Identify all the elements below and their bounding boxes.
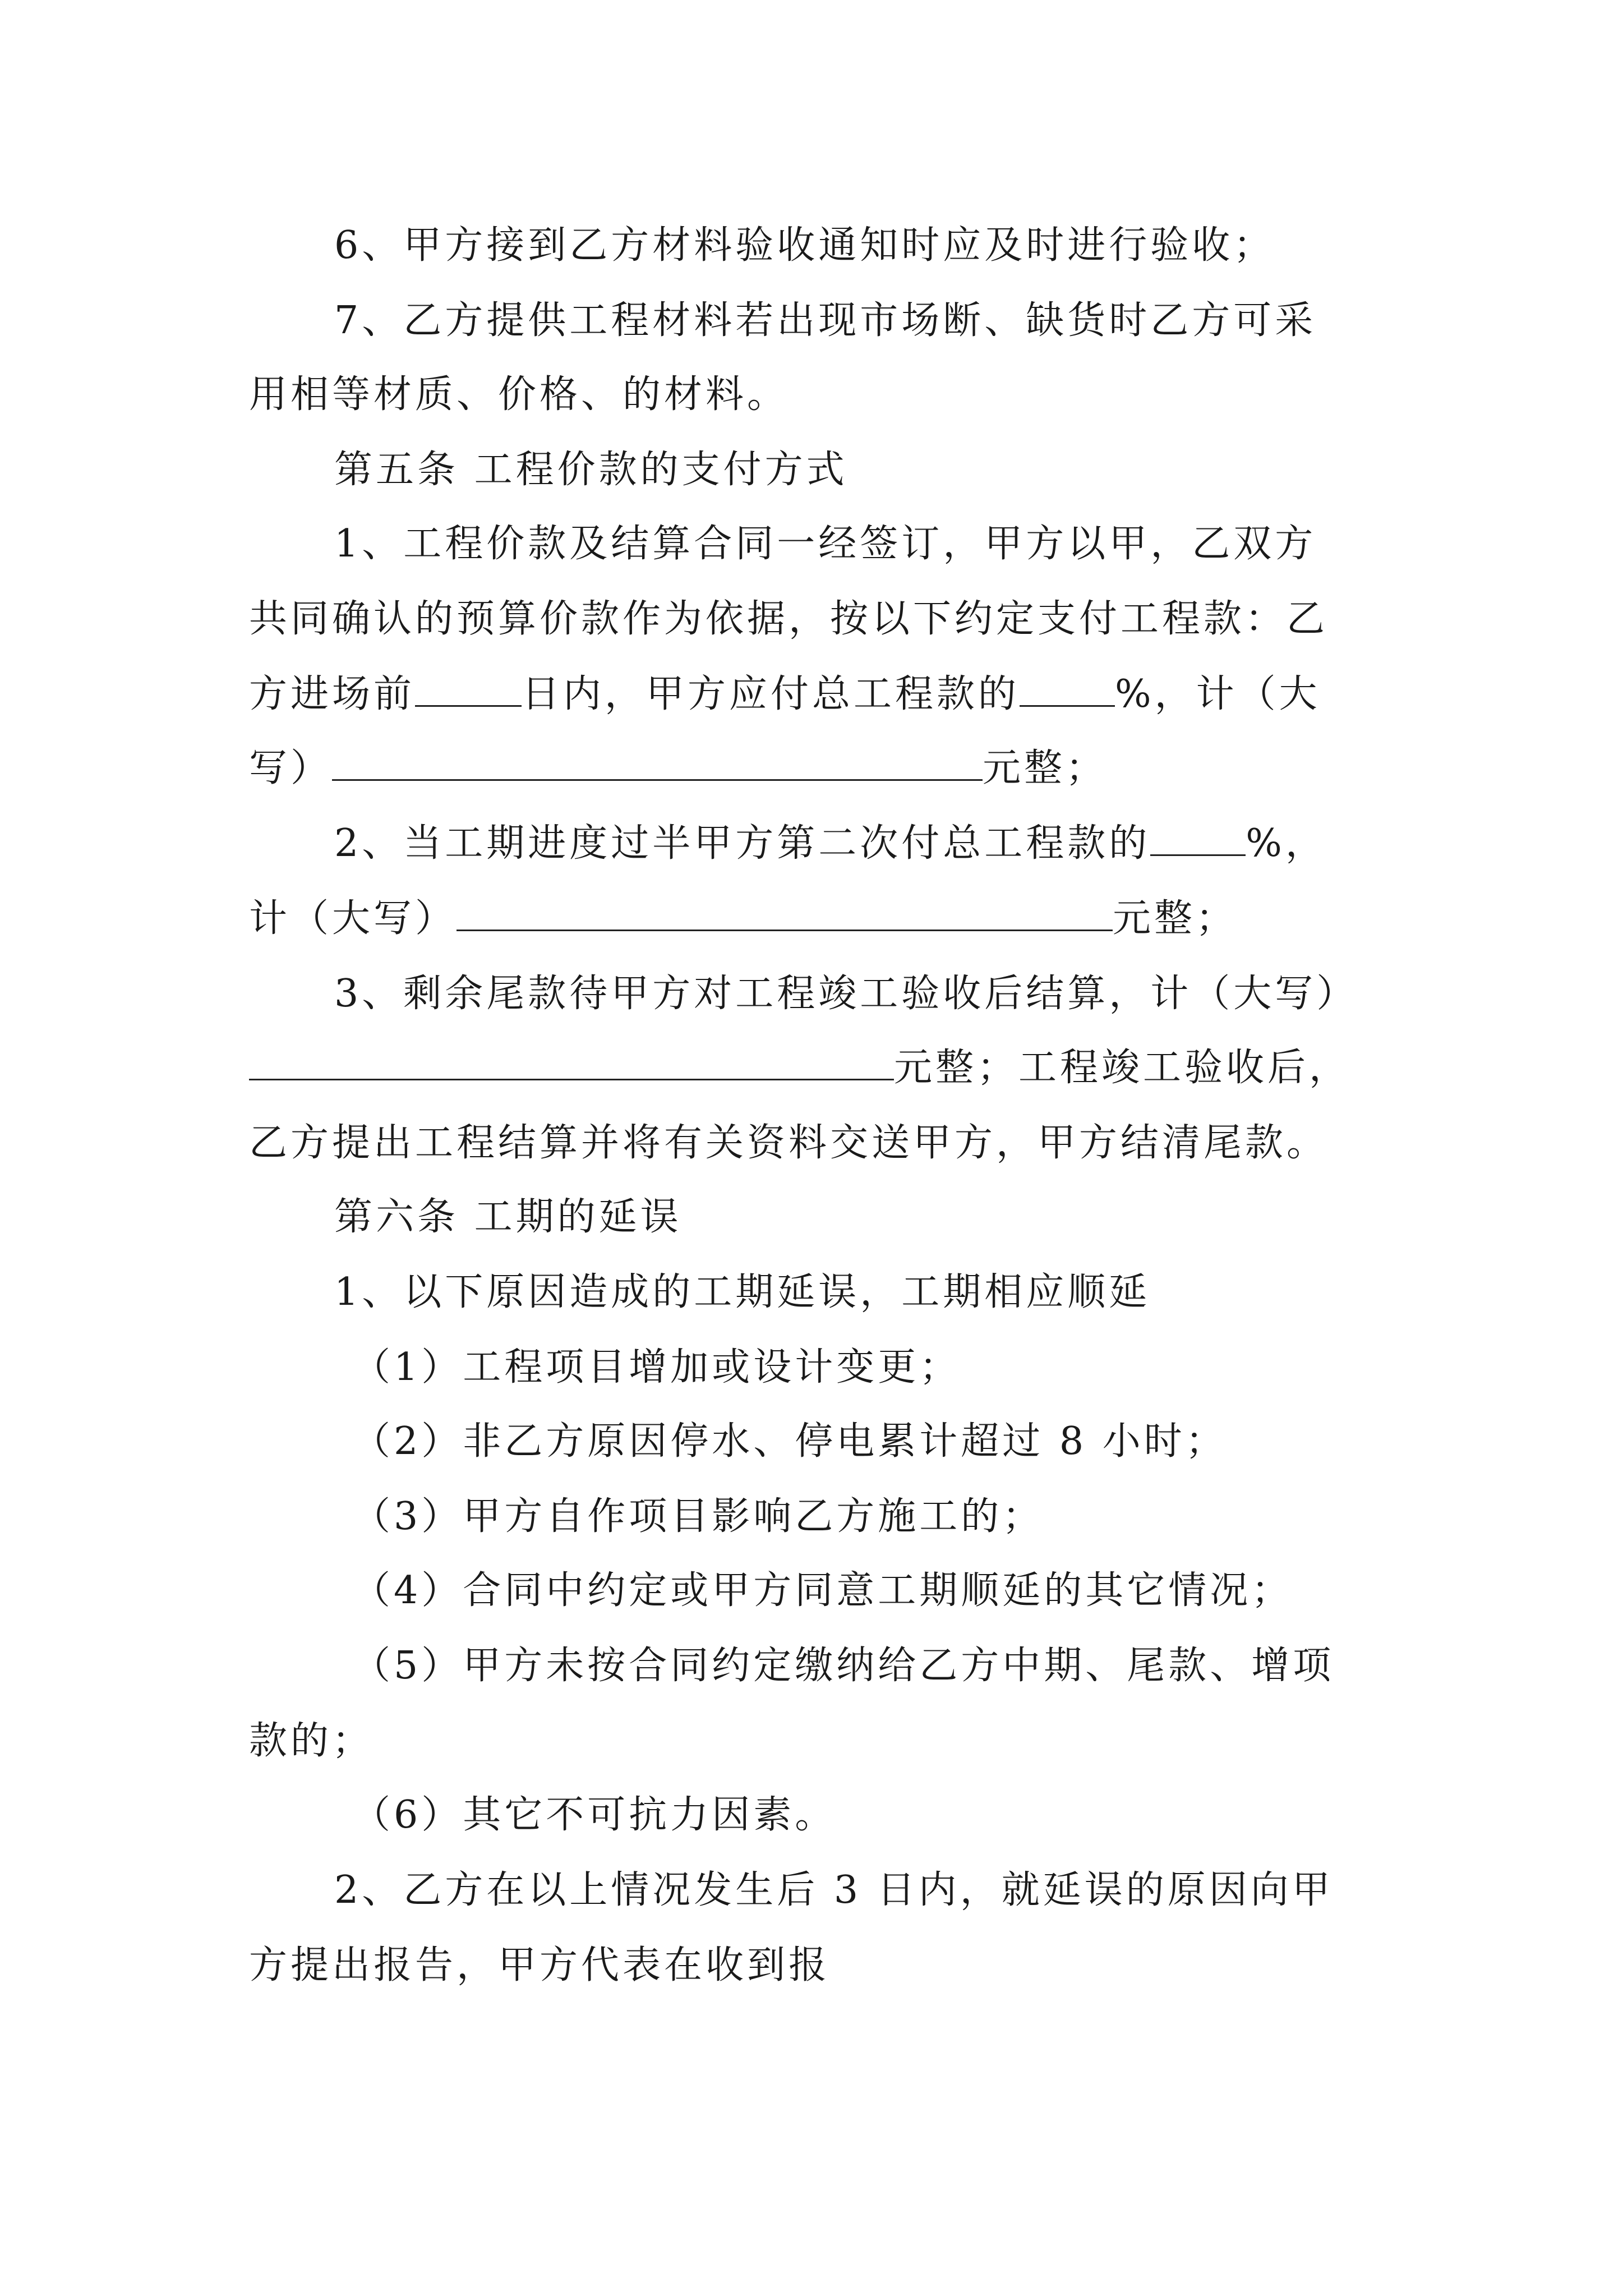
- paragraph-line: [249, 743, 1387, 794]
- list-item: [352, 1640, 1491, 1692]
- text-run: 用相等材质、价格、的材料。: [249, 372, 789, 417]
- list-item: [352, 1416, 1491, 1467]
- paragraph-line: [249, 1940, 1387, 1991]
- text-run: 款的；: [249, 1719, 374, 1763]
- paragraph-line: [249, 593, 1387, 645]
- paragraph-line: [334, 818, 1473, 869]
- text-run: 2、乙方在以上情况发生后 3 日内，就延误的原因向甲: [334, 1868, 1334, 1912]
- list-item: [352, 1789, 1491, 1841]
- text-run: 写）: [249, 746, 333, 790]
- text-run: 方进场前: [249, 672, 416, 716]
- text-run: 共同确认的预算价款作为依据，按以下约定支付工程款：乙: [249, 597, 1329, 641]
- text-run: %，计（大: [1115, 672, 1321, 716]
- text-run: 元整；: [983, 746, 1108, 790]
- text-run: 计（大写）: [249, 896, 457, 941]
- text-run: 元整；工程竣工验收后，: [894, 1046, 1351, 1090]
- text-run: （2）非乙方原因停水、停电累计超过 8 小时；: [352, 1419, 1227, 1464]
- fill-blank: [457, 896, 1113, 931]
- paragraph-line: [249, 1042, 1387, 1094]
- fill-blank: [249, 1045, 894, 1080]
- section-heading: [334, 1191, 1473, 1243]
- text-run: （6）其它不可抗力因素。: [352, 1793, 837, 1837]
- text-run: %，: [1246, 821, 1327, 866]
- list-item: [352, 1342, 1491, 1393]
- text-run: 2、当工期进度过半甲方第二次付总工程款的: [334, 821, 1151, 866]
- list-item: [352, 1565, 1491, 1617]
- fill-blank: [1150, 821, 1246, 856]
- text-run: （1）工程项目增加或设计变更；: [352, 1345, 961, 1389]
- fill-blank: [332, 746, 983, 781]
- text-run: 乙方提出工程结算并将有关资料交送甲方，甲方结清尾款。: [249, 1121, 1329, 1165]
- text-run: 第五条 工程价款的支付方式: [334, 448, 848, 492]
- paragraph-line: [334, 518, 1473, 570]
- paragraph-line: [249, 669, 1387, 720]
- text-run: （3）甲方自作项目影响乙方施工的；: [352, 1494, 1044, 1539]
- text-run: 1、工程价款及结算合同一经签订，甲方以甲，乙双方: [334, 522, 1317, 566]
- text-run: 1、以下原因造成的工期延误，工期相应顺延: [334, 1270, 1151, 1314]
- paragraph-line: [249, 893, 1387, 945]
- fill-blank: [1020, 671, 1115, 707]
- text-run: 6、甲方接到乙方材料验收通知时应及时进行验收；: [334, 223, 1275, 268]
- paragraph-line: [334, 295, 1473, 347]
- text-run: （4）合同中约定或甲方同意工期顺延的其它情况；: [352, 1568, 1293, 1613]
- text-run: 日内，甲方应付总工程款的: [522, 672, 1020, 716]
- section-heading: [334, 444, 1473, 496]
- paragraph-line: [334, 1267, 1473, 1318]
- text-run: 7、乙方提供工程材料若出现市场断、缺货时乙方可采: [334, 298, 1317, 343]
- paragraph-line: [249, 1117, 1387, 1169]
- paragraph-line: [334, 1865, 1473, 1916]
- text-run: （5）甲方未按合同约定缴纳给乙方中期、尾款、增项: [352, 1644, 1335, 1688]
- paragraph-line: [249, 1715, 1387, 1767]
- paragraph-line: [249, 369, 1387, 421]
- text-run: 元整；: [1113, 896, 1238, 941]
- text-run: 3、剩余尾款待甲方对工程竣工验收后结算，计（大写）: [334, 972, 1358, 1016]
- text-run: 方提出报告，甲方代表在收到报: [249, 1943, 831, 1987]
- fill-blank: [415, 671, 522, 707]
- text-run: 第六条 工期的延误: [334, 1195, 682, 1239]
- paragraph-line: [334, 968, 1473, 1020]
- list-item: [352, 1491, 1491, 1543]
- paragraph-line: [334, 220, 1473, 272]
